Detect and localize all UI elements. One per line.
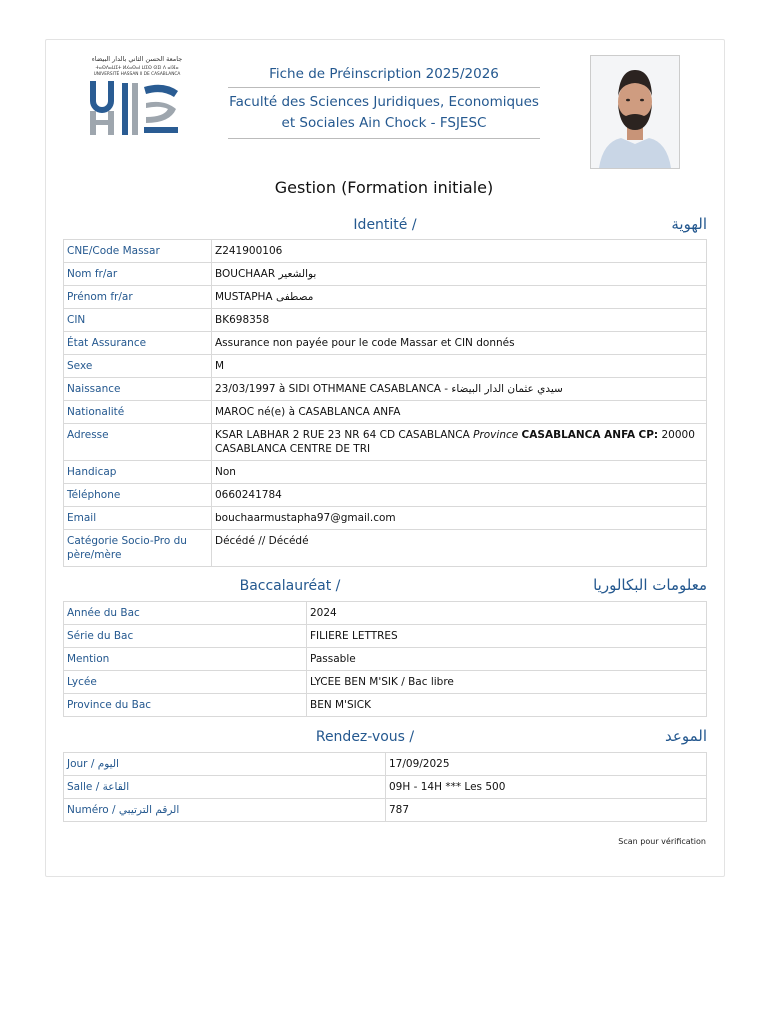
row-value: 0660241784 xyxy=(212,484,707,507)
row-label: Sexe xyxy=(64,355,212,378)
row-label: Catégorie Socio-Pro du père/mère xyxy=(64,530,212,567)
address-cp-label: CP: xyxy=(638,429,659,441)
table-row xyxy=(64,378,707,401)
table-row xyxy=(64,671,707,694)
row-value: Assurance non payée pour le code Massar et CIN donnés xyxy=(212,332,707,355)
address-street: KSAR LABHAR 2 RUE 23 NR 64 CD CASABLANCA xyxy=(215,429,470,441)
table-row xyxy=(64,776,707,799)
identity-title: Identité / xyxy=(353,217,417,233)
row-label: CIN xyxy=(64,309,212,332)
university-logo xyxy=(82,53,192,139)
row-label: Lycée xyxy=(64,671,307,694)
row-value: MUSTAPHA مصطفى xyxy=(212,286,707,309)
scan-verification-label: Scan pour vérification xyxy=(618,837,706,846)
table-row xyxy=(64,309,707,332)
table-row xyxy=(64,648,707,671)
rdv-table xyxy=(63,752,707,822)
row-value: 787 xyxy=(386,799,707,822)
header-titles xyxy=(228,60,540,139)
row-value: 2024 xyxy=(307,602,707,625)
row-label: Prénom fr/ar xyxy=(64,286,212,309)
row-label: État Assurance xyxy=(64,332,212,355)
table-row xyxy=(64,507,707,530)
table-row xyxy=(64,424,707,461)
rdv-section-header xyxy=(63,727,707,749)
row-label: Nom fr/ar xyxy=(64,263,212,286)
address-cp: 20000 CASABLANCA CENTRE DE TRI xyxy=(215,429,695,455)
row-value: BOUCHAAR بوالشعير xyxy=(212,263,707,286)
table-row xyxy=(64,263,707,286)
student-photo xyxy=(590,55,680,169)
row-value: BK698358 xyxy=(212,309,707,332)
row-value: Non xyxy=(212,461,707,484)
row-label: Email xyxy=(64,507,212,530)
logo-tifinagh-text: ⵜⴰⵙⴷⴰⵡⵉⵜ ⵍⵃⴰⵙⴰⵏ ⵡⵉⵙ ⵙⵉⵏ ⴷ ⴰⵏⴼⴰ xyxy=(95,66,179,71)
row-value: bouchaarmustapha97@gmail.com xyxy=(212,507,707,530)
row-value: MAROC né(e) à CASABLANCA ANFA xyxy=(212,401,707,424)
table-row xyxy=(64,286,707,309)
table-row xyxy=(64,694,707,717)
row-value: 23/03/1997 à SIDI OTHMANE CASABLANCA - سيدي عثمان الدار البيضاء xyxy=(212,378,707,401)
identity-title-arabic: الهوية xyxy=(671,215,707,233)
bac-title-arabic: معلومات البكالوريا xyxy=(593,576,707,594)
row-value: 17/09/2025 xyxy=(386,753,707,776)
logo-french-text: UNIVERSITÉ HASSAN II DE CASABLANCA xyxy=(93,72,181,77)
table-row xyxy=(64,484,707,507)
table-row xyxy=(64,602,707,625)
identity-section-header xyxy=(63,215,707,237)
row-label: Adresse xyxy=(64,424,212,461)
table-row xyxy=(64,530,707,567)
table-row xyxy=(64,355,707,378)
table-row xyxy=(64,401,707,424)
logo-arabic-text: جامعة الحسن الثاني بالدار البيضاء xyxy=(91,55,183,63)
row-label: Naissance xyxy=(64,378,212,401)
bac-table xyxy=(63,601,707,717)
address-value xyxy=(212,424,707,461)
row-value: 09H - 14H *** Les 500 xyxy=(386,776,707,799)
row-value: Passable xyxy=(307,648,707,671)
identity-table xyxy=(63,239,707,567)
program-title: Gestion (Formation initiale) xyxy=(274,178,494,197)
rdv-title: Rendez-vous / xyxy=(315,729,415,745)
row-label: Mention xyxy=(64,648,307,671)
rdv-title-arabic: الموعد xyxy=(665,727,707,745)
table-row xyxy=(64,240,707,263)
bac-title: Baccalauréat / xyxy=(239,578,341,594)
form-title: Fiche de Préinscription 2025/2026 xyxy=(228,60,540,88)
row-label: Nationalité xyxy=(64,401,212,424)
bac-section-header xyxy=(63,576,707,598)
table-row xyxy=(64,461,707,484)
table-row xyxy=(64,625,707,648)
row-label: Salle / القاعة xyxy=(64,776,386,799)
row-value: LYCEE BEN M'SIK / Bac libre xyxy=(307,671,707,694)
row-label: Province du Bac xyxy=(64,694,307,717)
address-province: CASABLANCA ANFA xyxy=(521,429,636,441)
address-province-label: Province xyxy=(473,429,519,441)
faculty-name: Faculté des Sciences Juridiques, Economiques et Sociales Ain Chock - FSJESC xyxy=(228,88,540,139)
row-value: Décédé // Décédé xyxy=(212,530,707,567)
row-label: Jour / اليوم xyxy=(64,753,386,776)
row-label: Année du Bac xyxy=(64,602,307,625)
row-label: Téléphone xyxy=(64,484,212,507)
table-row xyxy=(64,753,707,776)
row-label: Handicap xyxy=(64,461,212,484)
table-row xyxy=(64,332,707,355)
table-row xyxy=(64,799,707,822)
row-value: Z241900106 xyxy=(212,240,707,263)
row-label: Série du Bac xyxy=(64,625,307,648)
row-label: CNE/Code Massar xyxy=(64,240,212,263)
row-value: FILIERE LETTRES xyxy=(307,625,707,648)
row-value: BEN M'SICK xyxy=(307,694,707,717)
row-value: M xyxy=(212,355,707,378)
row-label: Numéro / الرقم الترتيبي xyxy=(64,799,386,822)
